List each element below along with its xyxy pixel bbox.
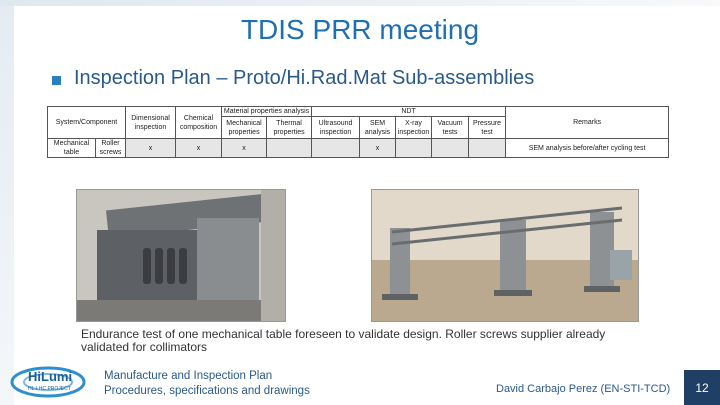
- bullet-square-icon: [52, 76, 61, 85]
- svg-text:HiLumi: HiLumi: [28, 369, 73, 384]
- header-remarks: Remarks: [506, 107, 669, 139]
- inspection-plan-table: [47, 106, 669, 158]
- cell-ultrasound: [312, 139, 360, 158]
- footer-line-2: Procedures, specifications and drawings: [104, 385, 310, 397]
- header-mechanical-properties: Mechanical properties: [222, 117, 267, 139]
- cell-dimensional: x: [126, 139, 176, 158]
- cell-component: Roller screws: [96, 139, 126, 158]
- cell-mechanical: x: [222, 139, 267, 158]
- footer-author: David Carbajo Perez (EN-STI-TCD): [496, 383, 671, 395]
- cell-chemical: x: [176, 139, 222, 158]
- roller-screw-photo: [76, 189, 286, 322]
- cell-vacuum: [432, 139, 469, 158]
- slide-title: TDIS PRR meeting: [240, 14, 480, 45]
- slide-left-band: [0, 0, 14, 405]
- header-dimensional: Dimensional inspection: [126, 107, 176, 139]
- cell-sem: x: [360, 139, 396, 158]
- mechanical-table-test-photo: [371, 189, 639, 322]
- cell-pressure: [469, 139, 506, 158]
- page-number: 12: [684, 370, 720, 405]
- header-pressure: Pressure test: [469, 117, 506, 139]
- slide-subtitle: Inspection Plan – Proto/Hi.Rad.Mat Sub-assemblies: [74, 67, 535, 89]
- cell-remarks: SEM analysis before/after cycling test: [506, 139, 669, 158]
- header-xray: X-ray inspection: [396, 117, 432, 139]
- header-chemical: Chemical composition: [176, 107, 222, 139]
- header-thermal-properties: Thermal properties: [267, 117, 312, 139]
- cell-system: Mechanical table: [48, 139, 96, 158]
- footer-line-1: Manufacture and Inspection Plan: [104, 370, 273, 382]
- slide-top-band: [0, 0, 720, 6]
- header-ultrasound: Ultrasound inspection: [312, 117, 360, 139]
- header-system-component: System/Component: [48, 107, 126, 139]
- header-ndt: NDT: [312, 107, 506, 117]
- hilumi-logo: [8, 360, 100, 400]
- header-sem: SEM analysis: [360, 117, 396, 139]
- svg-text:HL-LHC PROJECT: HL-LHC PROJECT: [28, 386, 71, 392]
- footer-title: [104, 369, 310, 399]
- header-material-properties: Material properties analysis: [222, 107, 312, 117]
- header-vacuum: Vacuum tests: [432, 117, 469, 139]
- cell-xray: [396, 139, 432, 158]
- table-header-row-1: [48, 107, 669, 117]
- caption-text: Endurance test of one mechanical table foreseen to validate design. Roller screws supplier already validated for collimators: [81, 327, 606, 354]
- cell-thermal: [267, 139, 312, 158]
- table-row: [48, 139, 669, 158]
